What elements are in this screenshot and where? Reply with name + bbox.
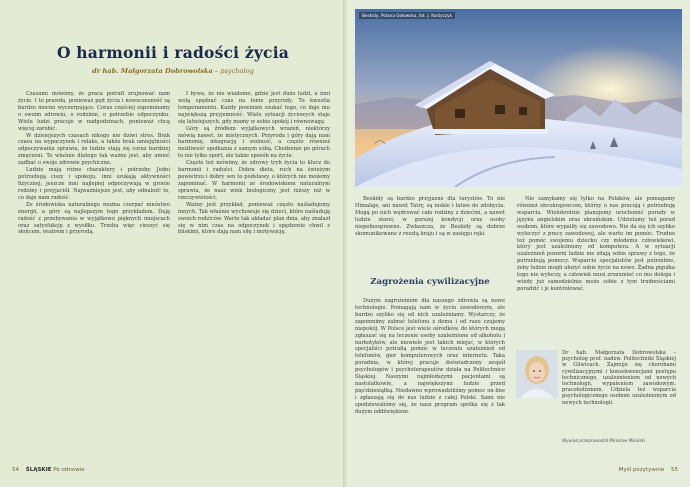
right-column-2 xyxy=(517,196,675,293)
paragraph: Nie zamykamy się tylko na Polaków, ale pomagamy również obcokrajowcom, którzy u nas pracują i potrzebują wsparcia. Wielokrotnie planujemy uruchomić porady w języku angielskim oraz ukraińskim. Udzielamy też porad osobom, które wypaliły się zawodowo. Nie da się ich szybko wyleczyć z pracy zawodowej, ale warto im pomóc. Trudno też pomóc swojemu dziecku czy młodemu człowiekowi, który jest uzależniony od komputera. A w sytuacji uzależnień pozorni ludzie nie zdają sobie sprawy z tego, że potrzebują pomocy. Wsparcie specjalistów jest potrzebne, żeby ludzie mogli ułożyć sobie życie na nowo. Żadna pigułka tego nie wyleczy, a człowiek musi zrozumieć co mu dolega i wtedy już samodzielnie może sobie z tym trudnościami poradzić i je kontrolować. xyxy=(517,196,675,292)
paragraph: W dzisiejszych czasach nikogo nie dziwi stres. Brak czasu na wypoczynek i relaks, a także brak umiejętności odpoczywania sprawia, że ludzie stają się coraz bardziej zmęczeni. To właśnie dlatego tak ważne jest, aby umieć zadbać o swoje zdrowie psychiczne. xyxy=(18,132,170,167)
page-number-right: 55 xyxy=(671,467,678,473)
winter-cabin-illustration xyxy=(355,9,682,187)
magazine-brand: ŚLĄSKIE xyxy=(25,467,52,473)
paragraph: Ze środowiska naturalnego można czerpać mnóstwo energii, a góry są najlepszym tego przykładem. Dają radość z przebywania w wyjątkowo pięknych miejscach oraz satysfakcję z wysiłku. Trzeba więc cieszyć się słońcem, wiatrem i przyrodą. xyxy=(18,201,170,236)
paragraph: Ważny jest przykład, ponieważ często naśladujemy innych. Tak właśnie wychowuje się dzieci, które naśladują swoich rodziców. Warto tak układać plan dnia, aby znalazł się w nim czas na odpoczynek i spędzenie chwil z bliskimi, które dają nam siłę i motywację. xyxy=(178,201,330,236)
paragraph: Dużym zagrożeniem dla naszego zdrowia są nowe technologie. Pomagają nam w życiu zawodowym, ale bardzo szybko się od nich uzależniamy. Wystarczy, że zapomnimy zabrać telefonu z domu i od razu czujemy niepokój. W Polsce jest wiele ośrodków, do których mogą zgłaszać się na leczenie osoby uzależnione od alkoholu i narkotyków, ale niewiele jest takich miejsc, w których specjaliści potrafią pomóc w leczeniu uzależnień od telefonów, gier komputerowych oraz internetu. Taka poradnia, w której pracuje doświadczony zespół psychologów i psychoterapeutów działa na Politechnice Śląskiej. Naszymi najmłodszymi pacjentami są nastolatkowie, a największymi ludzie przed pięćdziesiątką. Niedawno wprowadziliśmy pomoc on-line i zgłaszają się do nas ludzie z całej Polski. Sami nie spodziewaliśmy się, że nasz program spotka się z tak dużym oddźwiękiem. xyxy=(355,298,505,415)
paragraph: Beskidy są bardzo przyjazne dla turystów. To nie Himalaje, ani nawet Tatry, są niskie i łatwe do zdobycia. Mogą po nich wędrować całe rodziny z dziećmi, a nawet ludzie starsi, w gorszej kondycji oraz osoby niepełnosprawne. Zwłaszcza, że Beskidy są dobrze skomunikowane z resztą kraju i są w zasięgu ręki. xyxy=(355,196,505,237)
author-bio-text: Dr hab. Małgorzata Dobrowolska – psycholog prof. nadzw. Politechniki Śląskiej w Gliwicach. Zajmuje się chorobami cywilizacyjnymi i konsekwencjami postępu technicznego, uzależnieniem od nowych technologii, wypaleniem zawodowym, pracoholizmem. Udziela też wsparcia psychologicznego osobom uzależnionym od nowych technologii. xyxy=(562,350,676,406)
paragraph: Ludzie mają różne charaktery i potrzeby. Jedni potrzebują ciszy i spokoju, inni szukają aktywności fizycznej, jeszcze inni najlepiej odpoczywają w gronie rodziny i przyjaciół. Najważniejsze jest, aby odnaleźć to, co daje nam radość. xyxy=(18,167,170,201)
winter-landscape-photo xyxy=(355,9,682,187)
photo-caption: Beskidy, Polana Gołowska, fot. J. Kostyczyk xyxy=(359,12,455,19)
page-number-left: 54 xyxy=(12,467,19,473)
paragraph: I bywa, że nie wiadomo, gdzie jest dużo ludzi, a inni wolą spędzać czas na łonie przyrody. To kwestia temperamentu. Każdy powinien szukać tego, co daje mu największą przyjemność. Wiele sytuacji życiowych staje się łatwiejszych, gdy mamy w sobie spokój i równowagę. xyxy=(178,91,330,125)
right-folio xyxy=(619,467,678,473)
article-title: O harmonii i radości życia xyxy=(56,43,290,62)
author-line xyxy=(12,67,334,75)
section-subheading: Zagrożenia cywilizacyjne xyxy=(370,277,490,287)
author-portrait-photo xyxy=(516,350,558,398)
page-gutter xyxy=(343,0,347,487)
paragraph: Często też mówimy, że zdrowy tryb życia to klucz do harmonii i radości. Dobra dieta, ruch na świeżym powietrzu i dobry sen to podstawy, o których nie możemy zapominać. W harmonii ze środowiskiem naturalnym sprawia, że nasz wiek biologiczny jest niższy niż w rzeczywistości. xyxy=(178,160,330,201)
author-separator: – xyxy=(214,67,221,75)
right-column-1-bottom xyxy=(355,298,505,416)
paragraph: Góry są źródłem wyjątkowych wrażeń, niektórzy mówią nawet, że mistycznych. Przyroda i góry dają nam harmonię, integrację i wolność, a często również możliwość spotkania z samym sobą. Chodzenie po górach to nie tylko sport, ale także sposób na życie. xyxy=(178,125,330,160)
right-column-1-top xyxy=(355,196,505,238)
section-title: Myśl pozytywnie xyxy=(618,467,665,473)
magazine-section: Po odnowie xyxy=(53,467,85,473)
paragraph: Czasami mówimy, że praca potrafi zrujnować nam życie. I to prawda, ponieważ pęd życia i nowoczesność są bardzo mocno wyczerpujące. Coraz częściej zapominamy o swoim zdrowiu, o rodzinie, o potrzebie odpoczynku. Wielu ludzi pracuje w nadgodzinach, ponieważ chcą więcej zarobić. xyxy=(18,91,170,132)
left-folio xyxy=(12,467,85,473)
left-column-1 xyxy=(18,91,170,461)
author-name: dr hab. Małgorzata Dobrowolska xyxy=(92,67,213,75)
interview-credit: Wywiad przeprowadził Mirosław Mikulski xyxy=(562,438,646,443)
author-bio-box xyxy=(516,350,676,432)
author-role: psycholog xyxy=(220,67,254,75)
left-column-2 xyxy=(178,91,330,461)
